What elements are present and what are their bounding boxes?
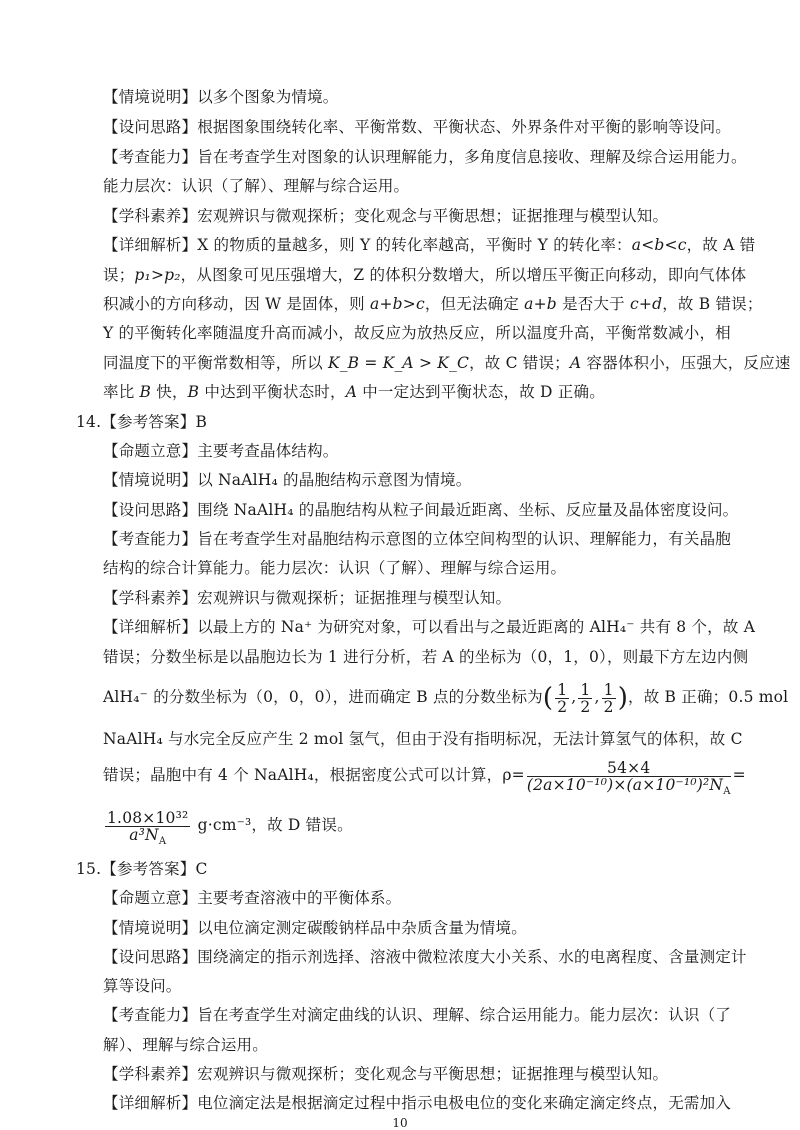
text-line: 能力层次：认识（了解）、理解与综合运用。 (103, 177, 410, 195)
text-line: 结构的综合计算能力。能力层次：认识（了解）、理解与综合运用。 (103, 559, 567, 577)
page-number: 10 (392, 1116, 408, 1130)
text-line: 积减小的方向移动，因 W 是固体，则 a+b>c，但无法确定 a+b 是否大于 c+d，故 B 错误； (103, 295, 763, 313)
text-line: 【详细解析】以最上方的 Na⁺ 为研究对象，可以看出与之最近距离的 AlH₄⁻ 共有 8 个，故 A (103, 618, 756, 636)
text-line: 【情境说明】以多个图象为情境。 (103, 88, 339, 106)
text-line: 【学科素养】宏观辨识与微观探析；证据推理与模型认知。 (103, 589, 512, 607)
text-line: 解）、理解与综合运用。 (103, 1036, 268, 1054)
text-line: 【学科素养】宏观辨识与微观探析；变化观念与平衡思想；证据推理与模型认知。 (103, 1065, 669, 1083)
text-line: 【详细解析】X 的物质的量越多，则 Y 的转化率越高，平衡时 Y 的转化率：a<b<c，故 A 错 (103, 236, 756, 254)
text-line: 【情境说明】以 NaAlH₄ 的晶胞结构示意图为情境。 (103, 471, 472, 489)
fraction: $\frac{1}{2}$ (557, 680, 568, 716)
density-fraction: $\frac{54\times 4}{(2a\times 10^{-10})\times(a\times 10^{-10})^2N_A}$ (526, 758, 731, 797)
text-line: 率比 B 快，B 中达到平衡状态时，A 中一定达到平衡状态，故 D 正确。 (103, 383, 605, 401)
answer-heading-14: 14.【参考答案】B (76, 413, 208, 431)
fraction: $\frac{1}{2}$ (603, 680, 614, 716)
text-line: 误；p₁>p₂，从图象可见压强增大，Z 的体积分数增大，所以增压平衡正向移动，即向气体体 (103, 266, 747, 284)
text-line: 同温度下的平衡常数相等，所以 K_B = K_A > K_C，故 C 错误；A 容器体积小，压强大，反应速 (103, 354, 791, 372)
text-line: 【设问思路】根据图象围绕转化率、平衡常数、平衡状态、外界条件对平衡的影响等设问。 (103, 118, 732, 136)
text-line: 【设问思路】围绕 NaAlH₄ 的晶胞结构从粒子间最近距离、坐标、反应量及晶体密度设问。 (103, 501, 739, 519)
text-line: 【详细解析】电位滴定法是根据滴定过程中指示电极电位的变化来确定滴定终点，无需加入 (103, 1094, 732, 1112)
text-line: 算等设问。 (103, 977, 182, 995)
fraction: $\frac{1}{2}$ (580, 680, 591, 716)
text-line: 【考查能力】旨在考查学生对图象的认识理解能力，多角度信息接收、理解及综合运用能力。 (103, 148, 747, 166)
text-line: 错误；分数坐标是以晶胞边长为 1 进行分析，若 A 的坐标为（0，1，0），则最下方左边内侧 (103, 648, 749, 666)
answer-heading-15: 15.【参考答案】C (76, 860, 208, 878)
text-line: 【命题立意】主要考查晶体结构。 (103, 442, 339, 460)
text-line: 【情境说明】以电位滴定测定碳酸钠样品中杂质含量为情境。 (103, 919, 527, 937)
density-result-fraction: $\frac{\text{1.08×10³²}}{a^3N_A}$ (107, 808, 189, 847)
text-line: AlH₄⁻ 的分数坐标为（0，0，0），进而确定 B 点的分数坐标为( $\frac{1}{2}$ , $\frac{1}{2}$ , $\frac{1}{2}$ )，故 B 正确；0.5 mol (103, 680, 789, 716)
text-line: 【命题立意】主要考查溶液中的平衡体系。 (103, 889, 402, 907)
text-line: 【考查能力】旨在考查学生对晶胞结构示意图的立体空间构型的认识、理解能力，有关晶胞 (103, 530, 732, 548)
text-line: 【考查能力】旨在考查学生对滴定曲线的认识、理解、综合运用能力。能力层次：认识（了 (103, 1006, 732, 1024)
text-line: $\frac{\text{1.08×10³²}}{a^3N_A}$ g·cm⁻³，故 D 错误。 (107, 808, 353, 847)
text-line: 【学科素养】宏观辨识与微观探析；变化观念与平衡思想；证据推理与模型认知。 (103, 207, 669, 225)
text-line: 错误；晶胞中有 4 个 NaAlH₄，根据密度公式可以计算，ρ= $\frac{54\times 4}{(2a\times 10^{-10})\times(a\times 10^{-10})^2N_A}$ = (103, 758, 746, 797)
text-line: Y 的平衡转化率随温度升高而减小，故反应为放热反应，所以温度升高，平衡常数减小，相 (103, 324, 731, 342)
text-line: NaAlH₄ 与水完全反应产生 2 mol 氢气，但由于没有指明标况，无法计算氢气的体积，故 C (103, 730, 743, 748)
text-line: 【设问思路】围绕滴定的指示剂选择、溶液中微粒浓度大小关系、水的电离程度、含量测定计 (103, 948, 747, 966)
